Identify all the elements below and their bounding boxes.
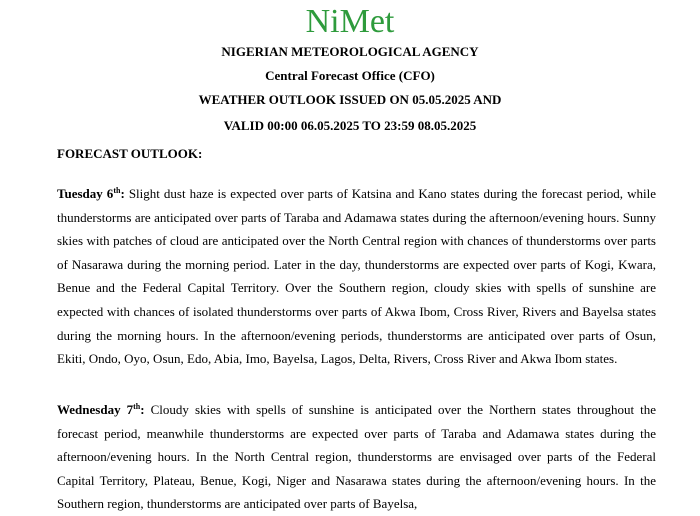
agency-name: NIGERIAN METEOROLOGICAL AGENCY — [221, 44, 479, 59]
issued-line: WEATHER OUTLOOK ISSUED ON 05.05.2025 AND — [198, 92, 502, 107]
day-heading: Tuesday 6th: — [57, 186, 125, 201]
logo-text: NiMet — [305, 3, 395, 40]
office-name: Central Forecast Office (CFO) — [265, 68, 435, 83]
day-heading: Wednesday 7th: — [57, 402, 145, 417]
forecast-paragraph-tuesday — [57, 182, 656, 371]
forecast-text: Slight dust haze is expected over parts of Katsina and Kano states during the forecast period, while thunderstorms are anticipated over parts of Taraba and Adamawa states during the afternoon/evening hours. Sunny skies with patches of cloud are anticipated over the North Central region with chances of thunderstorms over parts of Nasarawa during the morning period. Later in the day, thunderstorms are expected over parts of Kogi, Kwara, Benue and the Federal Capital Territory. Over the Southern region, cloudy skies with spells of sunshine are expected with chances of isolated thunderstorms over parts of Akwa Ibom, Cross River, Rivers and Bayelsa states during the morning hours. In the afternoon/evening periods, thunderstorms are anticipated over parts of Osun, Ekiti, Ondo, Oyo, Osun, Edo, Abia, Imo, Bayelsa, Lagos, Delta, Rivers, Cross River and Akwa Ibom states. — [57, 186, 656, 367]
forecast-paragraph-wednesday — [57, 398, 656, 516]
forecast-text: Cloudy skies with spells of sunshine is anticipated over the Northern states throughout the forecast period, meanwhile thunderstorms are expected over parts of Taraba and Adamawa states during the afternoon/evening hours. In the North Central region, thunderstorms are envisaged over parts of the Federal Capital Territory, Plateau, Benue, Kogi, Niger and Nasarawa states during the afternoon/evening hours. In the Southern region, thunderstorms are anticipated over parts of Bayelsa, — [57, 402, 656, 512]
forecast-outlook-label: FORECAST OUTLOOK: — [57, 146, 203, 161]
valid-line: VALID 00:00 06.05.2025 TO 23:59 08.05.2025 — [223, 118, 477, 133]
